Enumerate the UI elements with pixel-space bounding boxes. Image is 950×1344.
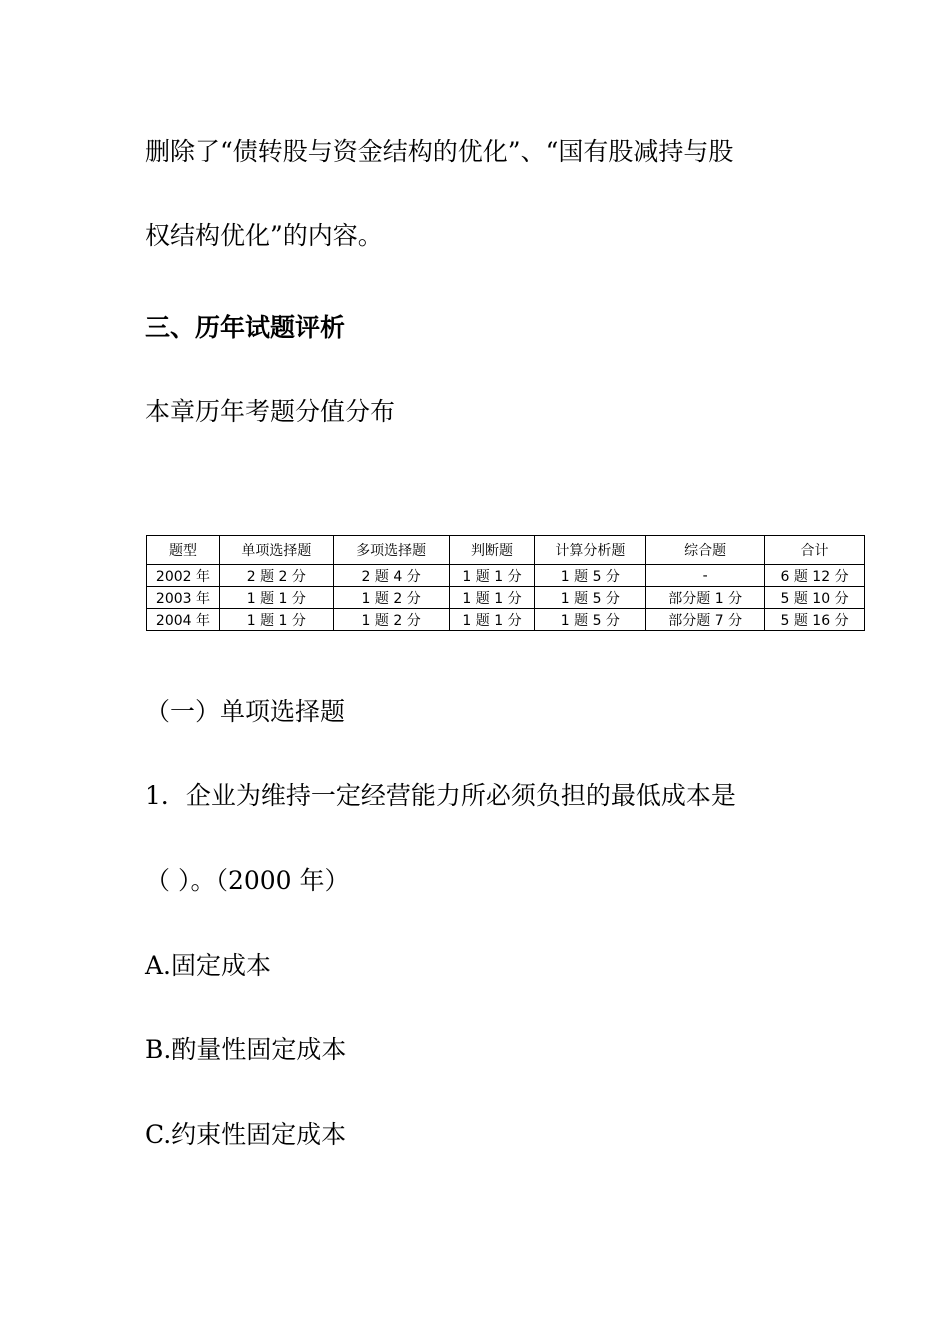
table-header-cell: 综合题 [646,536,765,565]
table-cell: 5 题 10 分 [765,587,865,609]
table-cell: 1 题 2 分 [333,609,449,631]
table-cell: 1 题 2 分 [333,587,449,609]
table-header-row [147,536,865,565]
table-cell: 1 题 1 分 [449,609,535,631]
table-row [147,609,865,631]
answer-option-b: B.酌量性固定成本 [145,1035,347,1064]
table-caption: 本章历年考题分值分布 [145,397,396,426]
table-cell: 1 题 5 分 [535,565,646,587]
table-cell: 6 题 12 分 [765,565,865,587]
section-heading: 三、历年试题评析 [145,313,346,342]
table-header-cell: 题型 [147,536,220,565]
table-header-cell: 多项选择题 [333,536,449,565]
table-cell: 1 题 1 分 [219,587,333,609]
paragraph-line: 权结构优化”的内容。 [145,221,383,250]
table-cell: - [646,565,765,587]
question-stem-continuation: （ ）。（2000 年） [145,866,350,895]
question-stem: 1．企业为维持一定经营能力所必须负担的最低成本是 [145,781,736,810]
table-cell: 1 题 1 分 [449,587,535,609]
table-row [147,565,865,587]
table-header-cell: 计算分析题 [535,536,646,565]
table-cell: 部分题 7 分 [646,609,765,631]
table-cell: 1 题 1 分 [219,609,333,631]
table-cell: 2003 年 [147,587,220,609]
paragraph-line: 删除了“债转股与资金结构的优化”、“国有股减持与股 [145,137,734,166]
table-header-cell: 判断题 [449,536,535,565]
subsection-heading: （一）单项选择题 [145,697,346,726]
answer-option-c: C.约束性固定成本 [145,1120,347,1149]
table-row [147,587,865,609]
table-cell: 2004 年 [147,609,220,631]
table-cell: 1 题 5 分 [535,587,646,609]
table-cell: 1 题 5 分 [535,609,646,631]
table-cell: 5 题 16 分 [765,609,865,631]
table-cell: 2 题 2 分 [219,565,333,587]
table-cell: 1 题 1 分 [449,565,535,587]
table-cell: 2 题 4 分 [333,565,449,587]
table-cell: 部分题 1 分 [646,587,765,609]
table-cell: 2002 年 [147,565,220,587]
answer-option-a: A.固定成本 [145,951,272,980]
table-header-cell: 单项选择题 [219,536,333,565]
table-header-cell: 合计 [765,536,865,565]
score-distribution-table [146,535,865,631]
